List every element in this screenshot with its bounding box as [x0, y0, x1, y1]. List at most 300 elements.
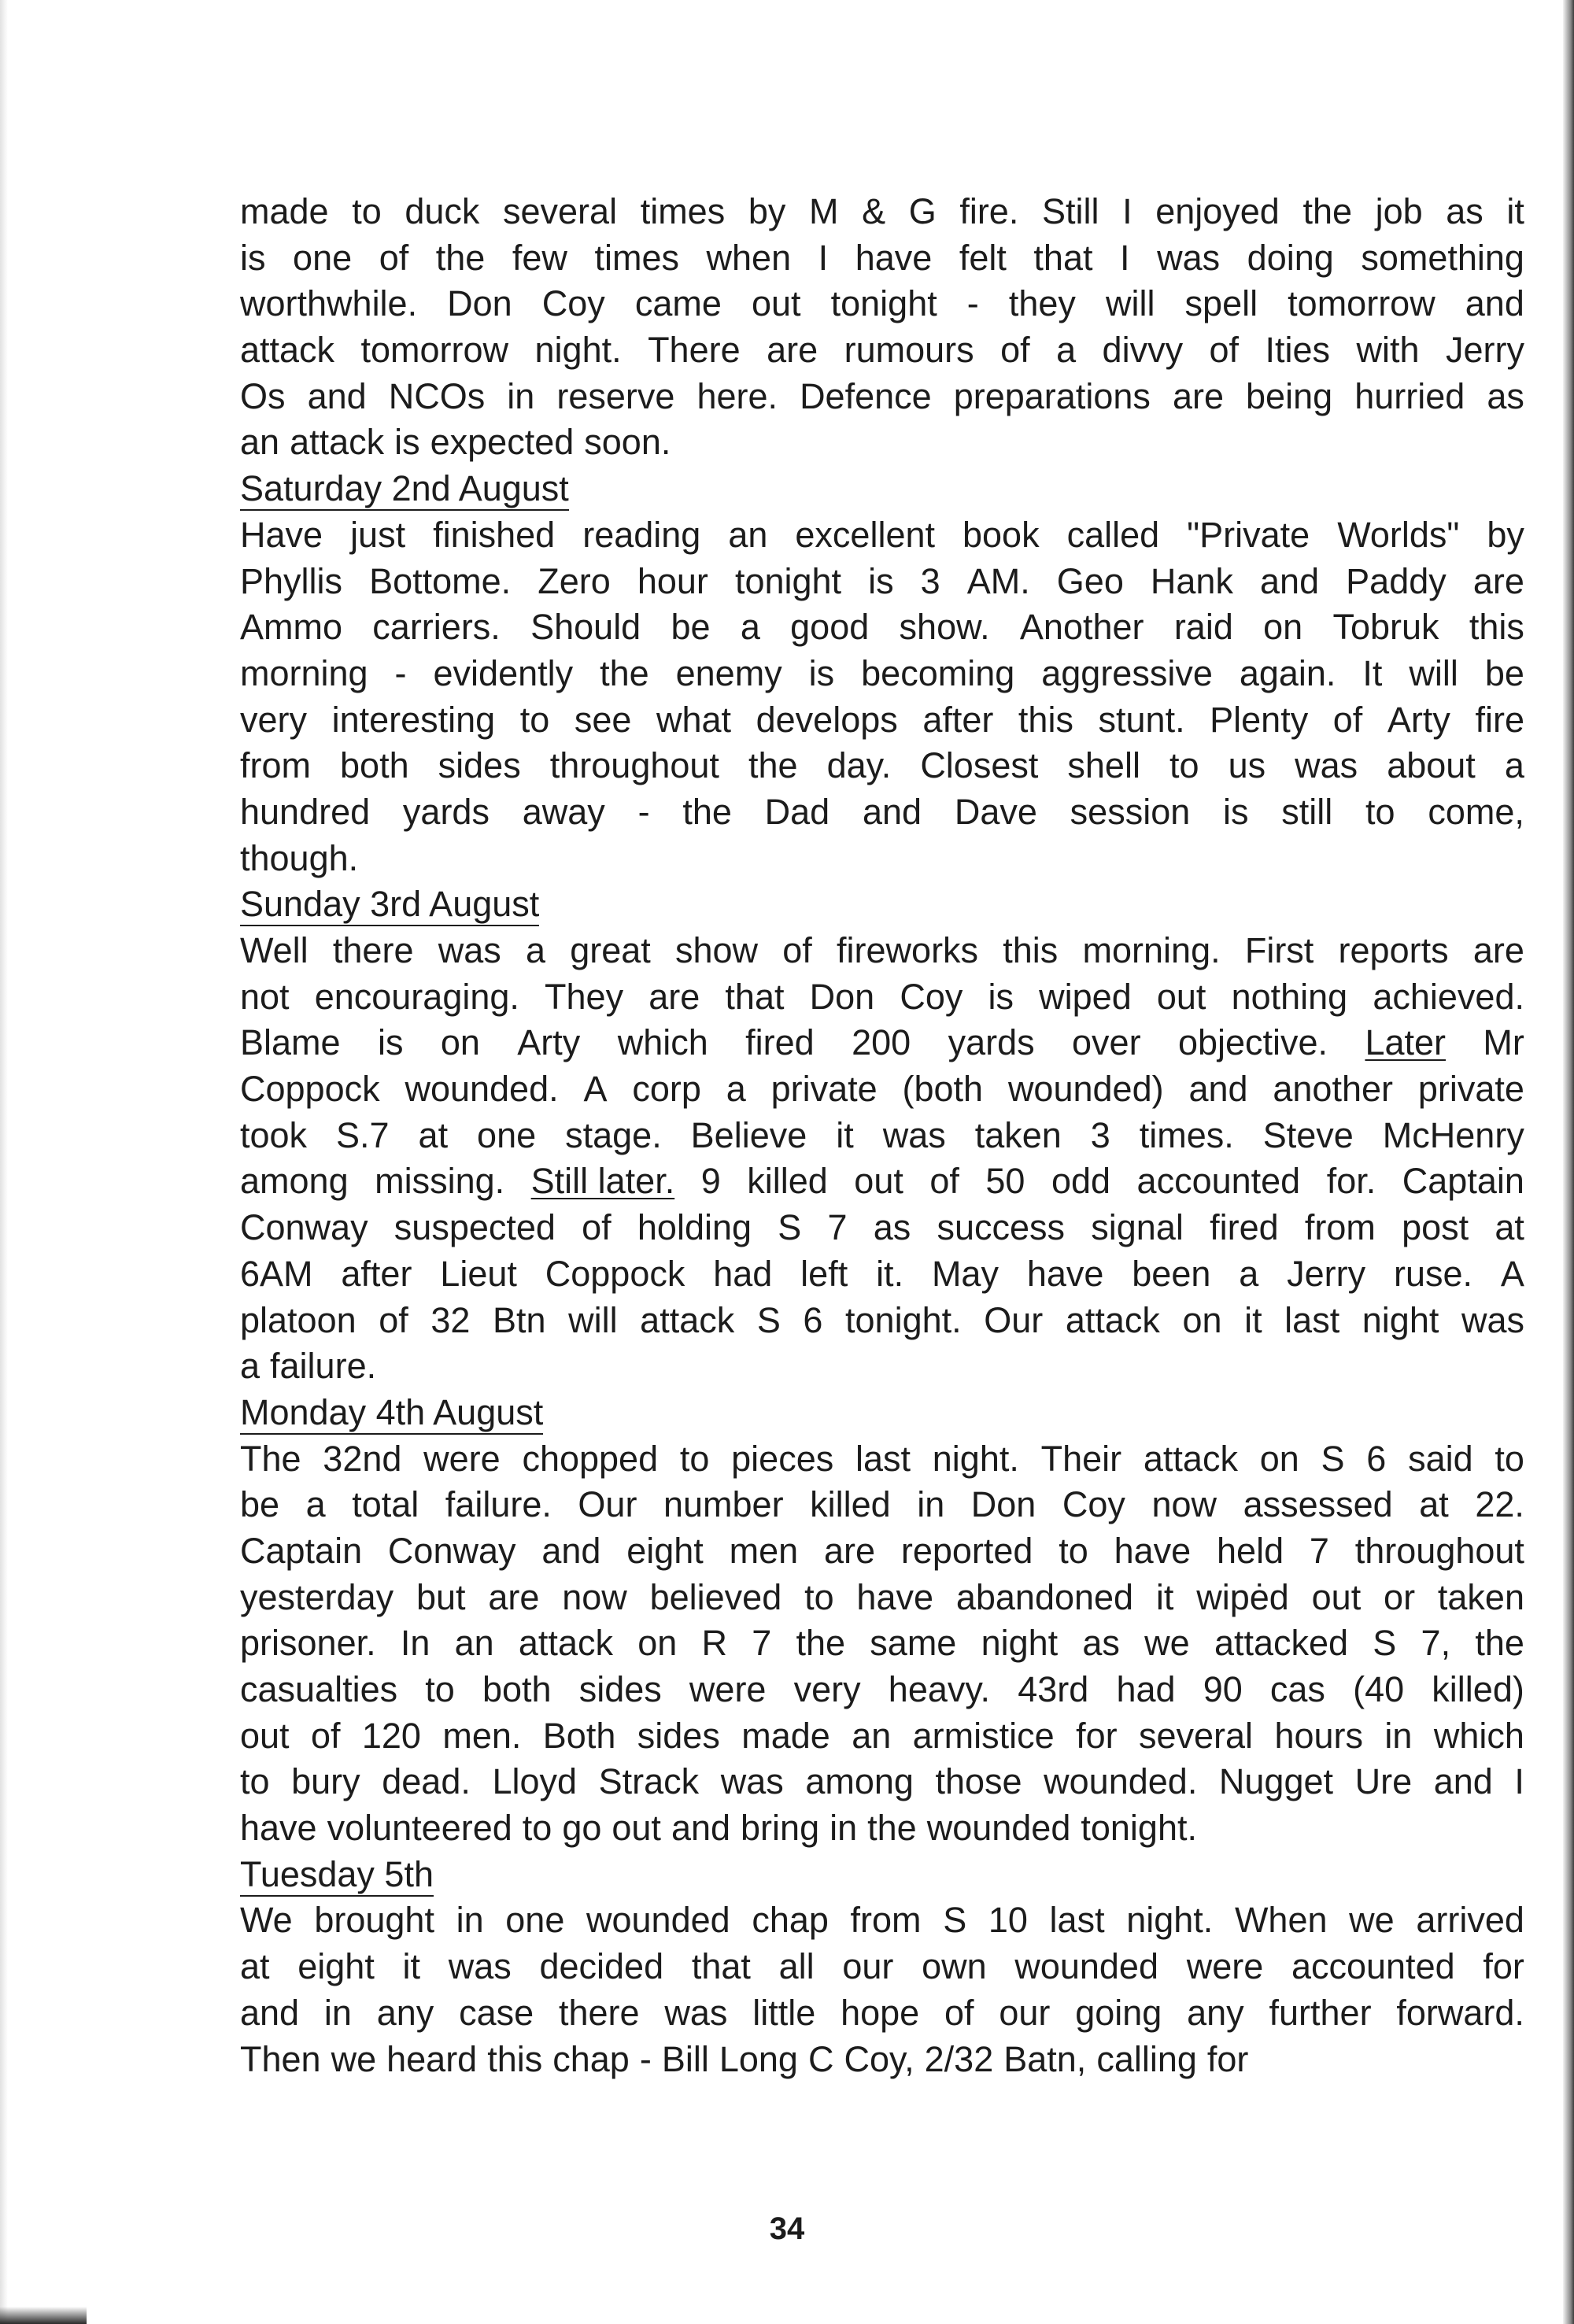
word: fired — [745, 1022, 815, 1063]
word: are — [488, 1576, 540, 1617]
word: enjoyed — [1155, 191, 1280, 231]
word: going — [1075, 1992, 1162, 2033]
word: was — [1157, 237, 1221, 278]
word: they — [1008, 283, 1076, 324]
word: the — [435, 237, 486, 278]
diary-text-line — [240, 1066, 1524, 1113]
word: wiped — [1039, 976, 1132, 1017]
word: be — [671, 607, 711, 648]
word: S — [1321, 1438, 1345, 1479]
word: when — [706, 237, 792, 278]
word: are — [1472, 560, 1524, 601]
word: Well — [240, 930, 309, 970]
word: wounded. — [1044, 1761, 1198, 1802]
word: duck — [405, 191, 480, 231]
word: the — [682, 791, 732, 832]
word: 9 — [700, 1161, 721, 1202]
word: throughout — [549, 745, 719, 786]
word: job — [1375, 191, 1423, 231]
word: chap — [752, 1900, 829, 1941]
word: day. — [826, 745, 892, 786]
word: were — [1186, 1946, 1264, 1987]
word: a — [1504, 745, 1524, 786]
word: times. — [1139, 1114, 1234, 1155]
word: Captain — [1402, 1161, 1524, 1202]
word: 7 — [827, 1207, 848, 1248]
word: several — [503, 191, 618, 231]
diary-text-line — [240, 1713, 1524, 1760]
word: prisoner. — [240, 1623, 376, 1664]
word: was — [1461, 1299, 1524, 1340]
word: Have — [240, 514, 323, 555]
word: night — [981, 1623, 1059, 1664]
word: this — [487, 2038, 543, 2079]
word: eight — [626, 1530, 704, 1571]
date-heading-text: Tuesday 5th — [240, 1854, 434, 1897]
word: finished — [433, 514, 556, 555]
word: about — [1387, 745, 1476, 786]
word: Both — [542, 1715, 616, 1756]
word: away — [522, 791, 605, 832]
word: nothing — [1231, 976, 1348, 1017]
word: objective. — [1177, 1022, 1328, 1063]
word: and — [541, 1530, 601, 1571]
date-heading-text: Saturday 2nd August — [240, 468, 569, 511]
word: Conway — [387, 1530, 516, 1571]
word: Lieut — [440, 1253, 517, 1294]
word: Mr — [1483, 1022, 1524, 1063]
word: have — [856, 1576, 934, 1617]
word: arrived — [1416, 1900, 1524, 1941]
word: and — [1433, 1761, 1493, 1802]
word: at — [240, 1946, 270, 1987]
word: There — [648, 330, 741, 371]
word: are — [823, 1530, 876, 1571]
word: failure. — [270, 1346, 377, 1387]
diary-entry-date-heading — [240, 1852, 1524, 1898]
word: it. — [876, 1253, 904, 1294]
page-edge-left — [0, 0, 8, 2324]
diary-text-line — [240, 1620, 1524, 1667]
word: hope — [841, 1992, 920, 2033]
word: there — [559, 1992, 640, 2033]
diary-text-line — [240, 281, 1524, 327]
word: yesterday — [240, 1576, 394, 1617]
diary-text-line — [240, 1020, 1524, 1066]
word: for. — [1326, 1161, 1376, 1202]
diary-text-line — [240, 651, 1524, 697]
word: both — [482, 1669, 552, 1709]
word: book — [963, 514, 1040, 555]
word: at — [418, 1114, 449, 1155]
word: (both — [902, 1069, 984, 1110]
diary-text-line — [240, 1205, 1524, 1251]
word: Nugget — [1218, 1761, 1334, 1802]
diary-text-line — [240, 836, 1524, 882]
word: is — [394, 422, 420, 463]
word: men — [729, 1530, 799, 1571]
word: an — [852, 1715, 892, 1756]
word: 6AM — [240, 1253, 313, 1294]
word: R — [701, 1623, 727, 1664]
word: sides — [578, 1669, 662, 1709]
word: to — [1365, 791, 1395, 832]
word: one — [477, 1114, 537, 1155]
word: great — [570, 930, 651, 970]
word: this — [1018, 699, 1073, 740]
word: have — [240, 1808, 317, 1849]
word: attack — [518, 1623, 613, 1664]
word: which — [617, 1022, 708, 1063]
diary-text-line — [240, 1436, 1524, 1483]
word: one — [505, 1900, 565, 1941]
word: total — [352, 1484, 419, 1525]
word: in — [829, 1808, 858, 1849]
diary-text-line — [240, 1667, 1524, 1713]
word: Bottome. — [369, 560, 512, 601]
word: both — [340, 745, 409, 786]
word: Arty — [1387, 699, 1450, 740]
diary-text-line — [240, 512, 1524, 559]
word: "Private — [1187, 514, 1310, 555]
word: rumours — [844, 330, 974, 371]
word: tomorrow — [360, 330, 509, 371]
word: times — [640, 191, 726, 231]
diary-text-column — [240, 189, 1524, 2082]
word: cas — [1269, 1669, 1325, 1709]
word: from — [240, 745, 311, 786]
word: killed) — [1432, 1669, 1524, 1709]
page-number: 34 — [769, 2211, 805, 2246]
word: just — [350, 514, 406, 555]
word: after — [341, 1253, 412, 1294]
word: the — [867, 1808, 917, 1849]
word: success — [937, 1207, 1066, 1248]
word: at — [1419, 1484, 1449, 1525]
word: 120 — [361, 1715, 421, 1756]
word: fire. — [959, 191, 1019, 231]
word: encouraging. — [314, 976, 519, 1017]
word: have — [855, 237, 933, 278]
word: we — [1349, 1900, 1395, 1941]
word: of — [310, 1715, 341, 1756]
word: one — [293, 237, 353, 278]
word: said — [1408, 1438, 1473, 1479]
word: still — [1281, 791, 1333, 832]
word: 7 — [1309, 1530, 1329, 1571]
word: now — [562, 1576, 627, 1617]
word: will — [1409, 652, 1458, 693]
word: a — [1239, 1253, 1259, 1294]
word: see — [574, 699, 632, 740]
word: our — [842, 1946, 894, 1987]
word: Ities — [1265, 330, 1331, 371]
word: wipėd — [1196, 1576, 1289, 1617]
word: Coppock — [545, 1253, 685, 1294]
word: what — [656, 699, 732, 740]
word: out — [751, 283, 801, 324]
word: a — [305, 1484, 326, 1525]
word: accounted — [1136, 1161, 1301, 1202]
date-heading-text: Monday 4th August — [240, 1392, 543, 1435]
word: but — [416, 1576, 466, 1617]
diary-text-line — [240, 1343, 1524, 1390]
diary-text-line — [240, 974, 1524, 1021]
word: to — [1169, 745, 1199, 786]
word: was — [1295, 745, 1358, 786]
word: hurried — [1354, 375, 1465, 416]
word: worthwhile. — [240, 283, 418, 324]
word: and — [1188, 1069, 1248, 1110]
word: times — [594, 237, 679, 278]
diary-text-line — [240, 1251, 1524, 1298]
word: last — [855, 1438, 911, 1479]
word: are — [1172, 375, 1224, 416]
word: M — [808, 191, 839, 231]
word: at — [1495, 1207, 1524, 1248]
word: Hank — [1150, 560, 1233, 601]
word: heavy. — [888, 1669, 991, 1709]
word: achieved. — [1373, 976, 1524, 1017]
word: took — [240, 1114, 308, 1155]
word: accounted — [1291, 1946, 1455, 1987]
word: being — [1246, 375, 1333, 416]
word: 22. — [1475, 1484, 1524, 1525]
diary-text-line — [240, 743, 1524, 789]
word: Our — [984, 1299, 1044, 1340]
word: ruse. — [1393, 1253, 1473, 1294]
word: a — [740, 607, 760, 648]
word: was — [664, 1992, 728, 2033]
word: doing — [1247, 237, 1334, 278]
word: and — [240, 1992, 300, 2033]
word: 10 — [988, 1900, 1028, 1941]
word: show. — [899, 607, 990, 648]
word: a — [726, 1069, 746, 1110]
word: with — [1356, 330, 1420, 371]
word: Defence — [800, 375, 932, 416]
word: S — [778, 1207, 802, 1248]
word: 200 — [852, 1022, 911, 1063]
word: volunteered — [327, 1808, 512, 1849]
word: Believe — [690, 1114, 807, 1155]
diary-entry-date-heading — [240, 466, 1524, 512]
diary-text-line — [240, 1528, 1524, 1575]
word: attack — [1065, 1299, 1160, 1340]
word: and — [671, 1808, 731, 1849]
word: be — [1484, 652, 1524, 693]
word: again. — [1239, 652, 1336, 693]
word: held — [1217, 1530, 1284, 1571]
word: by — [748, 191, 786, 231]
word: Long — [719, 2038, 798, 2079]
word: evidently — [433, 652, 574, 693]
word: hours — [1274, 1715, 1364, 1756]
word: becoming — [861, 652, 1015, 693]
word: wounded — [586, 1900, 730, 1941]
word: suspected — [394, 1207, 556, 1248]
word: Strack — [598, 1761, 700, 1802]
word: go — [562, 1808, 602, 1849]
word: Geo — [1056, 560, 1124, 601]
word: tonight — [830, 283, 937, 324]
word: for — [1206, 2038, 1249, 2079]
word: on — [440, 1022, 480, 1063]
word: attack — [240, 330, 335, 371]
word: yards — [948, 1022, 1035, 1063]
word: pieces — [731, 1438, 834, 1479]
word: will — [568, 1299, 618, 1340]
word: throughout — [1354, 1530, 1524, 1571]
date-heading-text: Sunday 3rd August — [240, 884, 539, 926]
page-edge-right — [1563, 0, 1574, 2324]
word: bring — [741, 1808, 820, 1849]
word: 43rd — [1018, 1669, 1089, 1709]
word: it — [1155, 1576, 1174, 1617]
word: few — [512, 237, 567, 278]
diary-text-line — [240, 928, 1524, 974]
word: 6 — [803, 1299, 823, 1340]
word: men. — [442, 1715, 522, 1756]
word: this — [1469, 607, 1524, 648]
word: from — [1304, 1207, 1376, 1248]
word: night. — [932, 1438, 1019, 1479]
word: out — [240, 1715, 290, 1756]
word: any — [376, 1992, 434, 2033]
word: Then — [240, 2038, 321, 2079]
diary-text-line — [240, 1897, 1524, 1944]
word: armistice — [912, 1715, 1055, 1756]
word: good — [790, 607, 870, 648]
word: Should — [530, 607, 641, 648]
word: something — [1361, 237, 1524, 278]
word: brought — [314, 1900, 434, 1941]
word: S — [1373, 1623, 1397, 1664]
word: Phyllis — [240, 560, 343, 601]
word: as — [873, 1207, 911, 1248]
word: Dad — [764, 791, 830, 832]
word: killed — [747, 1161, 828, 1202]
word: another — [1273, 1069, 1393, 1110]
word: wounded. — [405, 1069, 559, 1110]
word: after — [922, 699, 994, 740]
word: is — [1223, 791, 1249, 832]
word: Coy — [541, 283, 605, 324]
word: come, — [1428, 791, 1524, 832]
word: the — [1475, 1623, 1524, 1664]
word: assessed — [1243, 1484, 1393, 1525]
word: attack — [290, 422, 385, 463]
word: chopped — [522, 1438, 659, 1479]
word: failure. — [445, 1484, 552, 1525]
word: there — [332, 930, 414, 970]
word: attack — [640, 1299, 735, 1340]
word: our — [999, 1992, 1051, 2033]
word: 2/32 — [924, 2038, 994, 2079]
underlined-phrase: Later — [1365, 1022, 1447, 1063]
word: a — [525, 930, 545, 970]
word: of — [1332, 699, 1363, 740]
word: 90 — [1203, 1669, 1243, 1709]
word: platoon — [240, 1299, 357, 1340]
word: chap — [552, 2038, 630, 2079]
word: abandoned — [955, 1576, 1134, 1617]
word: Jerry — [1445, 330, 1524, 371]
diary-text-line — [240, 1759, 1524, 1805]
word: odd — [1051, 1161, 1111, 1202]
word: - — [966, 283, 979, 324]
word: I — [1514, 1761, 1524, 1802]
word: a — [240, 1346, 260, 1387]
word: was — [720, 1761, 784, 1802]
word: wounded — [1014, 1946, 1158, 1987]
word: here. — [696, 375, 778, 416]
word: It — [1362, 652, 1383, 693]
diary-entry-date-heading — [240, 1390, 1524, 1436]
word: Conway — [240, 1207, 368, 1248]
word: attack — [1143, 1438, 1238, 1479]
word: morning. — [1082, 930, 1221, 970]
word: Dave — [954, 791, 1037, 832]
word: night — [1362, 1299, 1439, 1340]
diary-text-line — [240, 374, 1524, 420]
word: on — [1182, 1299, 1222, 1340]
word: to — [1059, 1530, 1088, 1571]
word: was — [882, 1114, 946, 1155]
word: show — [675, 930, 759, 970]
word: in — [456, 1900, 484, 1941]
word: interesting — [331, 699, 496, 740]
word: dead. — [382, 1761, 471, 1802]
word: was — [438, 930, 501, 970]
word: of — [1000, 330, 1030, 371]
word: is — [868, 560, 894, 601]
word: as — [1082, 1623, 1120, 1664]
diary-text-line — [240, 189, 1524, 235]
word: the — [748, 745, 798, 786]
word: from — [850, 1900, 922, 1941]
word: eight — [297, 1946, 375, 1987]
diary-text-line — [240, 604, 1524, 651]
word: of — [379, 1299, 408, 1340]
word: Coy — [1062, 1484, 1125, 1525]
word: preparations — [953, 375, 1151, 416]
word: as — [1446, 191, 1483, 231]
word: attacked — [1214, 1623, 1349, 1664]
word: left — [800, 1253, 848, 1294]
word: is — [240, 237, 266, 278]
word: holding — [637, 1207, 752, 1248]
word: on — [1263, 607, 1303, 648]
word: fire — [1475, 699, 1524, 740]
word: Another — [1019, 607, 1144, 648]
diary-text-line — [240, 1944, 1524, 1990]
word: which — [1433, 1715, 1524, 1756]
word: on — [637, 1623, 678, 1664]
word: enemy — [675, 652, 782, 693]
diary-text-line — [240, 1298, 1524, 1344]
word: on — [1259, 1438, 1299, 1479]
word: Worlds" — [1337, 514, 1460, 555]
word: 3 — [1090, 1114, 1110, 1155]
word: the — [600, 652, 649, 693]
word: among — [805, 1761, 914, 1802]
word: in — [917, 1484, 945, 1525]
diary-text-line — [240, 2037, 1524, 2083]
word: NCOs — [388, 375, 486, 416]
page-corner-shadow — [0, 2307, 87, 2324]
word: divvy — [1102, 330, 1184, 371]
